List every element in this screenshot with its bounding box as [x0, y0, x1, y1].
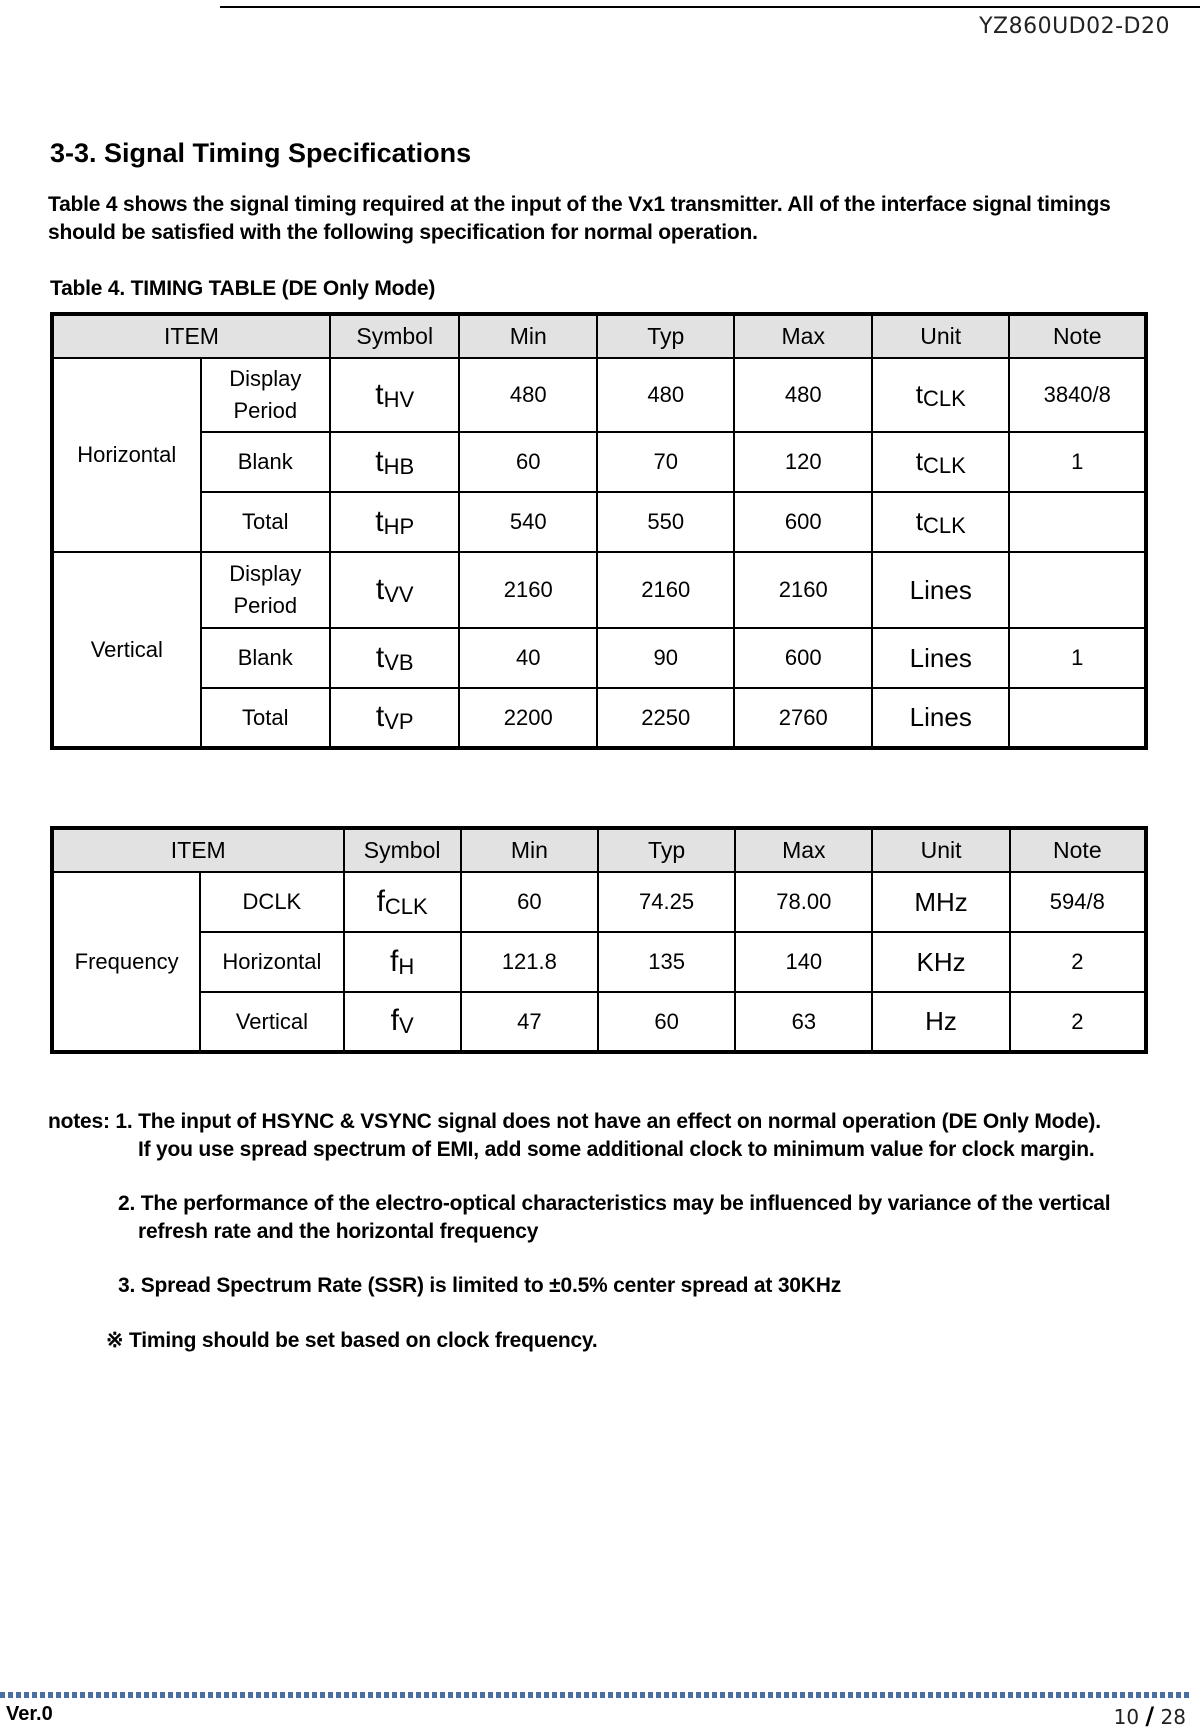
header-rule: [220, 6, 1200, 8]
note-cell: 2: [1010, 992, 1146, 1052]
typ-cell: 2160: [597, 552, 735, 628]
note-cell: 594/8: [1010, 872, 1146, 932]
unit-cell: [872, 432, 1010, 492]
note-1-line-1: notes: 1. The input of HSYNC & VSYNC signal does not have an effect on normal operation (DE Only Mode).: [48, 1110, 1101, 1133]
min-cell: 2200: [459, 688, 597, 748]
max-cell: 600: [734, 492, 872, 552]
max-cell: 63: [735, 992, 872, 1052]
table-row: [52, 552, 1146, 628]
typ-cell: 135: [598, 932, 735, 992]
min-cell: 540: [459, 492, 597, 552]
symbol-subscript: HB: [383, 453, 415, 479]
col-header-symbol: Symbol: [344, 828, 461, 872]
col-header-note: Note: [1009, 314, 1146, 358]
table-row: [52, 358, 1146, 432]
symbol-cell: [330, 358, 459, 432]
intro-paragraph: [48, 191, 1158, 247]
symbol-subscript: V: [398, 1013, 414, 1038]
total-pages: 28: [1160, 1705, 1186, 1729]
footer-dotted-rule: [0, 1692, 1192, 1698]
table-row: [52, 992, 1146, 1052]
typ-cell: 70: [597, 432, 735, 492]
unit-base: t: [915, 378, 923, 409]
note-2-line-2: refresh rate and the horizontal frequency: [138, 1220, 539, 1243]
typ-cell: 74.25: [598, 872, 735, 932]
section-title: 3-3. Signal Timing Specifications: [50, 138, 472, 168]
col-header-item: ITEM: [52, 828, 344, 872]
table-row: [52, 628, 1146, 688]
typ-cell: 550: [597, 492, 735, 552]
note-cell: 3840/8: [1009, 358, 1146, 432]
table-row: [52, 932, 1146, 992]
intro-line-2: should be satisfied with the following specification for normal operation.: [48, 221, 758, 244]
note-cell: 1: [1009, 432, 1146, 492]
item-cell: Vertical: [200, 992, 343, 1052]
symbol-base: t: [375, 444, 384, 478]
symbol-base: t: [375, 700, 385, 733]
max-cell: 2160: [734, 552, 872, 628]
table-row: [52, 432, 1146, 492]
unit-cell: Hz: [872, 992, 1009, 1052]
col-header-typ: Typ: [598, 828, 735, 872]
page-separator: /: [1145, 1702, 1155, 1730]
max-cell: 78.00: [735, 872, 872, 932]
typ-cell: 2250: [597, 688, 735, 748]
max-cell: 480: [734, 358, 872, 432]
symbol-subscript: H: [398, 953, 415, 979]
unit-cell: [872, 358, 1010, 432]
min-cell: 121.8: [461, 932, 598, 992]
typ-cell: 480: [597, 358, 735, 432]
item-cell: [201, 552, 330, 628]
note-timing-remark: ※ Timing should be set based on clock frequency.: [106, 1329, 598, 1352]
symbol-base: t: [375, 377, 384, 411]
symbol-cell: [330, 628, 459, 688]
col-header-max: Max: [734, 314, 872, 358]
unit-cell: [872, 492, 1010, 552]
item-line-1: Display: [229, 366, 302, 391]
unit-cell: Lines: [872, 628, 1010, 688]
symbol-base: t: [375, 572, 385, 606]
item-cell: DCLK: [200, 872, 343, 932]
unit-subscript: CLK: [922, 452, 966, 478]
symbol-subscript: VB: [384, 649, 414, 675]
symbol-cell: [344, 992, 461, 1052]
intro-line-1: Table 4 shows the signal timing required at the input of the Vx1 transmitter. All of the interface signal timings: [48, 193, 1111, 216]
unit-subscript: CLK: [922, 512, 966, 538]
min-cell: 480: [459, 358, 597, 432]
min-cell: 60: [459, 432, 597, 492]
table-header-row: [52, 828, 1146, 872]
symbol-base: f: [376, 884, 385, 918]
frequency-table: [50, 826, 1148, 1054]
col-header-typ: Typ: [597, 314, 735, 358]
note-3: 3. Spread Spectrum Rate (SSR) is limited to ±0.5% center spread at 30KHz: [118, 1274, 842, 1297]
current-page: 10: [1113, 1705, 1140, 1729]
item-line-2: Period: [233, 398, 298, 423]
min-cell: 47: [461, 992, 598, 1052]
item-cell: [201, 358, 330, 432]
typ-cell: 90: [597, 628, 735, 688]
symbol-cell: [330, 492, 459, 552]
note-cell: 1: [1009, 628, 1146, 688]
col-header-min: Min: [461, 828, 598, 872]
item-cell: Blank: [201, 432, 330, 492]
symbol-subscript: VV: [384, 581, 414, 607]
col-header-unit: Unit: [872, 314, 1010, 358]
col-header-note: Note: [1010, 828, 1146, 872]
table-row: [52, 688, 1146, 748]
document-id: YZ860UD02-D20: [979, 14, 1170, 39]
symbol-base: f: [390, 944, 399, 978]
item-cell: Total: [201, 688, 330, 748]
item-cell: Blank: [201, 628, 330, 688]
table-row: [52, 492, 1146, 552]
unit-base: t: [915, 505, 923, 536]
note-cell: [1009, 688, 1146, 748]
min-cell: 60: [461, 872, 598, 932]
min-cell: 40: [459, 628, 597, 688]
unit-cell: MHz: [872, 872, 1009, 932]
symbol-subscript: HP: [383, 513, 415, 539]
max-cell: 120: [734, 432, 872, 492]
page-number: [1114, 1702, 1186, 1730]
symbol-subscript: HV: [383, 386, 415, 412]
symbol-base: t: [375, 504, 384, 538]
group-label-frequency: Frequency: [52, 872, 200, 1052]
note-cell: [1009, 492, 1146, 552]
col-header-symbol: Symbol: [330, 314, 459, 358]
max-cell: 140: [735, 932, 872, 992]
table-header-row: [52, 314, 1146, 358]
item-line-2: Period: [233, 593, 298, 618]
symbol-base: t: [375, 640, 385, 674]
symbol-cell: [330, 552, 459, 628]
min-cell: 2160: [459, 552, 597, 628]
symbol-cell: [344, 932, 461, 992]
max-cell: 600: [734, 628, 872, 688]
unit-cell: Lines: [872, 688, 1010, 748]
symbol-base: f: [390, 1004, 399, 1037]
item-cell: Horizontal: [200, 932, 343, 992]
col-header-item: ITEM: [52, 314, 330, 358]
typ-cell: 60: [598, 992, 735, 1052]
note-cell: 2: [1010, 932, 1146, 992]
unit-cell: KHz: [872, 932, 1009, 992]
symbol-cell: [330, 688, 459, 748]
table-caption: Table 4. TIMING TABLE (DE Only Mode): [50, 277, 436, 300]
symbol-subscript: CLK: [384, 893, 428, 919]
symbol-cell: [330, 432, 459, 492]
unit-base: t: [915, 445, 923, 476]
table-row: [52, 872, 1146, 932]
note-1-line-2: If you use spread spectrum of EMI, add some additional clock to minimum value for clock margin.: [138, 1138, 1095, 1161]
col-header-max: Max: [735, 828, 872, 872]
item-line-1: Display: [229, 561, 302, 586]
col-header-unit: Unit: [872, 828, 1009, 872]
max-cell: 2760: [734, 688, 872, 748]
unit-cell: Lines: [872, 552, 1010, 628]
group-label-horizontal: Horizontal: [52, 358, 201, 552]
item-cell: Total: [201, 492, 330, 552]
version-label: Ver.0: [6, 1703, 53, 1725]
col-header-min: Min: [459, 314, 597, 358]
timing-table: [50, 312, 1148, 750]
note-2-line-1: 2. The performance of the electro-optical characteristics may be influenced by variance of the vertical: [118, 1192, 1111, 1215]
symbol-subscript: VP: [384, 709, 414, 734]
unit-subscript: CLK: [922, 385, 966, 411]
symbol-cell: [344, 872, 461, 932]
note-cell: [1009, 552, 1146, 628]
group-label-vertical: Vertical: [52, 552, 201, 748]
